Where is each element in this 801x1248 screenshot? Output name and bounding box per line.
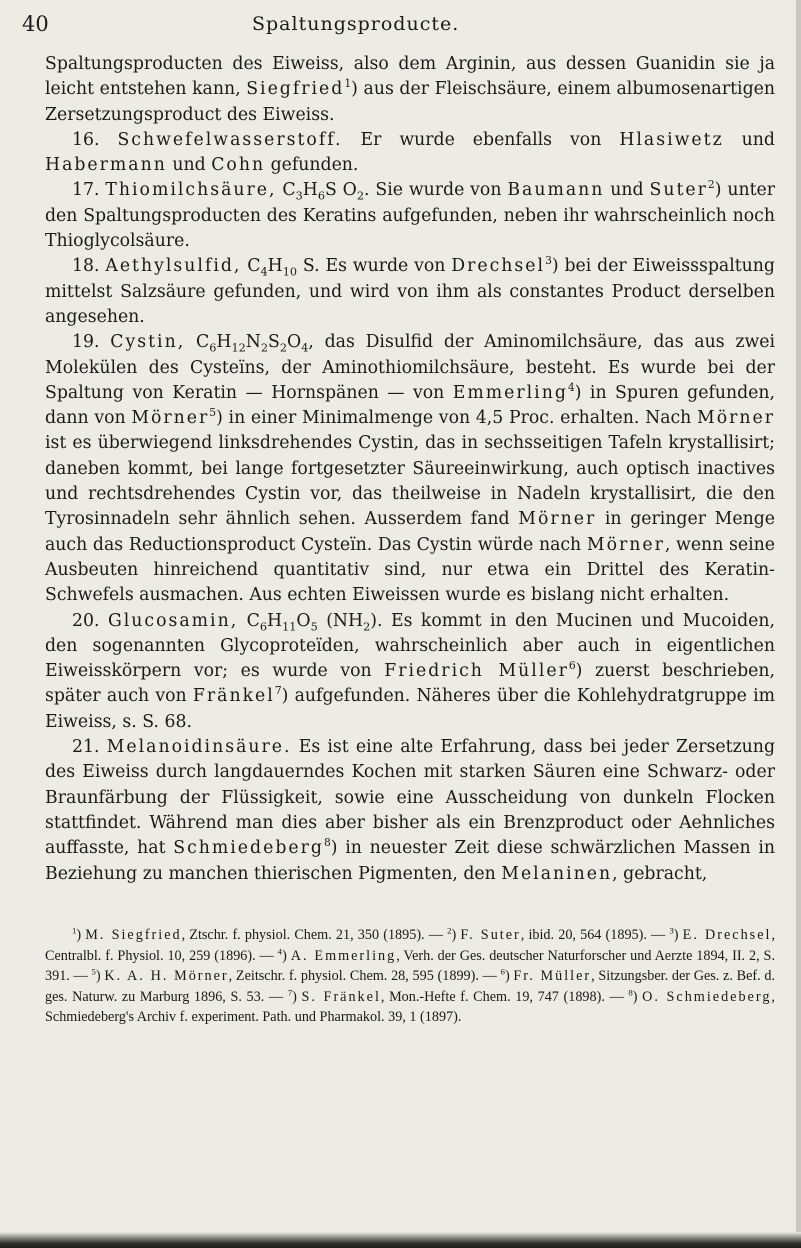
footnote-ref: 2 bbox=[707, 178, 715, 192]
section-18: 18. Aethylsulfid, $C_4H_{10}$ S. Es wurde von Drechsel$^3$) bei der Eiweissspaltung mittelst Salzsäure gefunden, und wird von ihm als constantes Product derselben angesehen. bbox=[45, 254, 775, 327]
section-16: 16. Schwefelwasserstoff. Er wurde ebenfalls von Hlasiwetz und Habermann und Cohn gefunden. bbox=[45, 129, 775, 176]
chemical-formula: $C_6H_{11}O_5$ $(NH_2)$. bbox=[246, 610, 383, 633]
compound-name: Schwefelwasserstoff. bbox=[117, 129, 343, 150]
compound-name: Glucosamin, bbox=[107, 610, 239, 631]
intro-paragraph: Spaltungsproducten des Eiweiss, also dem Arginin, aus dessen Guanidin sie ja leicht entstehen kann, Siegfried$^1$) aus der Fleischsäure, einem albumosenartigen Zersetzungsproduct des Eiweiss. bbox=[45, 54, 775, 125]
compound-name: Thiomilchsäure, bbox=[105, 180, 277, 201]
page-number: 40 bbox=[22, 12, 49, 36]
footnote-ref: 6 bbox=[568, 659, 576, 673]
page-edge bbox=[796, 0, 801, 1248]
section-20: 20. Glucosamin, $C_6H_{11}O_5$ $(NH_2)$. Es kommt in den Mucinen und Mucoiden, den sogenannten Glycoproteïden, wahrscheinlich aber auch in eigentlichen Eiweisskörpern vor; es wurde von Friedrich Müller$^6$) zuerst beschrieben, später auch von Fränkel$^7$) aufgefunden. Näheres über die Kohlehydratgruppe im Eiweiss, s. S. 68. bbox=[45, 610, 775, 732]
page-header bbox=[22, 8, 761, 44]
section-19: 19. Cystin, $C_6H_{12}N_2S_2O_4$, das Disulfid der Aminomilchsäure, das aus zwei Molekülen des Cysteïns, der Aminothiomilchsäure, besteht. Es wurde bei der Spaltung von Keratin — Hornspänen — von Emmerling$^4$) in Spuren gefunden, dann von Mörner$^5$) in einer Minimalmenge von 4,5 Proc. erhalten. Nach Mörner ist es überwiegend linksdrehendes Cystin, das in sechsseitigen Tafeln krystallisirt; daneben kommt, bei lange fortgesetzter Säureeinwirkung, auch optisch inactives und rechtsdrehendes Cystin vor, das theilweise in Nadeln krystallisirt, die den Tyrosinnadeln sehr ähnlich sehen. Ausserdem fand Mörner in geringer Menge auch das Reductionsproduct Cysteïn. Das Cystin würde nach Mörner, wenn seine Ausbeuten hinreichend quantitativ sind, nur etwa ein Drittel des Keratin-Schwefels ausmachen. Aus echten Eiweissen wurde es bislang nicht erhalten. bbox=[45, 332, 776, 606]
footnotes bbox=[45, 925, 775, 1028]
running-title: Spaltungsproducte. bbox=[252, 13, 460, 35]
compound-name: Aethylsulfid, bbox=[105, 256, 242, 277]
footnote-ref: 4 bbox=[567, 381, 575, 395]
compound-name: Cystin, bbox=[110, 332, 186, 353]
author-name: Siegfried bbox=[246, 79, 345, 100]
footnote-ref: 3 bbox=[545, 254, 552, 268]
footnote-block: $^1$) M. Siegfried, Ztschr. f. physiol. Chem. 21, 350 (1895). — $^2$) F. Suter, ibid. 20, 564 (1895). — $^3$) E. Drechsel, Centralbl. f. Physiol. 10, 259 (1896). — $^4$) A. Emmerling, Verh. der Ges. deutscher Naturforscher und Aerzte 1894, II. 2, S. 391. — $^5$) K. A. H. Mörner, Zeitschr. f. physiol. Chem. 28, 595 (1899). — $^6$) Fr. Müller, Sitzungsber. der Ges. z. Bef. d. ges. Naturw. zu Marburg 1896, S. 53. — $^7$) S. Fränkel, Mon.-Hefte f. Chem. 19, 747 (1898). — $^8$) O. Schmiedeberg, Schmiedeberg's Archiv f. experiment. Path. und Pharmakol. 39, 1 (1897). bbox=[45, 925, 775, 1026]
main-text bbox=[45, 52, 775, 887]
chemical-formula: $C_4H_{10}$ S. bbox=[247, 256, 320, 279]
chemical-formula: $C_6H_{12}N_2S_2O_4$ bbox=[195, 332, 309, 355]
scan-shadow bbox=[0, 1232, 801, 1248]
compound-name: Melanoidinsäure. bbox=[106, 737, 292, 758]
chemical-formula: $C_3H_6S$ $O_2$ bbox=[282, 180, 365, 203]
section-17: 17. Thiomilchsäure, $C_3H_6S$ $O_2$. Sie wurde von Baumann und Suter$^2$) unter den Spaltungsproducten des Keratins aufgefunden, neben ihr wahrscheinlich noch Thioglycolsäure. bbox=[45, 178, 776, 252]
footnote-ref: 5 bbox=[209, 406, 217, 420]
footnote-ref: 7 bbox=[274, 684, 282, 698]
footnote-ref: 8 bbox=[323, 836, 331, 850]
footnote-ref: 1 bbox=[344, 77, 352, 91]
section-21: 21. Melanoidinsäure. Es ist eine alte Erfahrung, dass bei jeder Zersetzung des Eiweiss durch langdauerndes Kochen mit starken Säuren eine Schwarz- oder Braunfärbung der Flüssigkeit, sowie eine Ausscheidung von dunkeln Flocken stattfindet. Während man dies aber bisher als ein Brenzproduct oder Aehnliches auffasste, hat Schmiedeberg$^8$) in neuester Zeit diese schwärzlichen Massen in Beziehung zu manchen thierischen Pigmenten, den Melaninen, gebracht, bbox=[45, 737, 776, 884]
